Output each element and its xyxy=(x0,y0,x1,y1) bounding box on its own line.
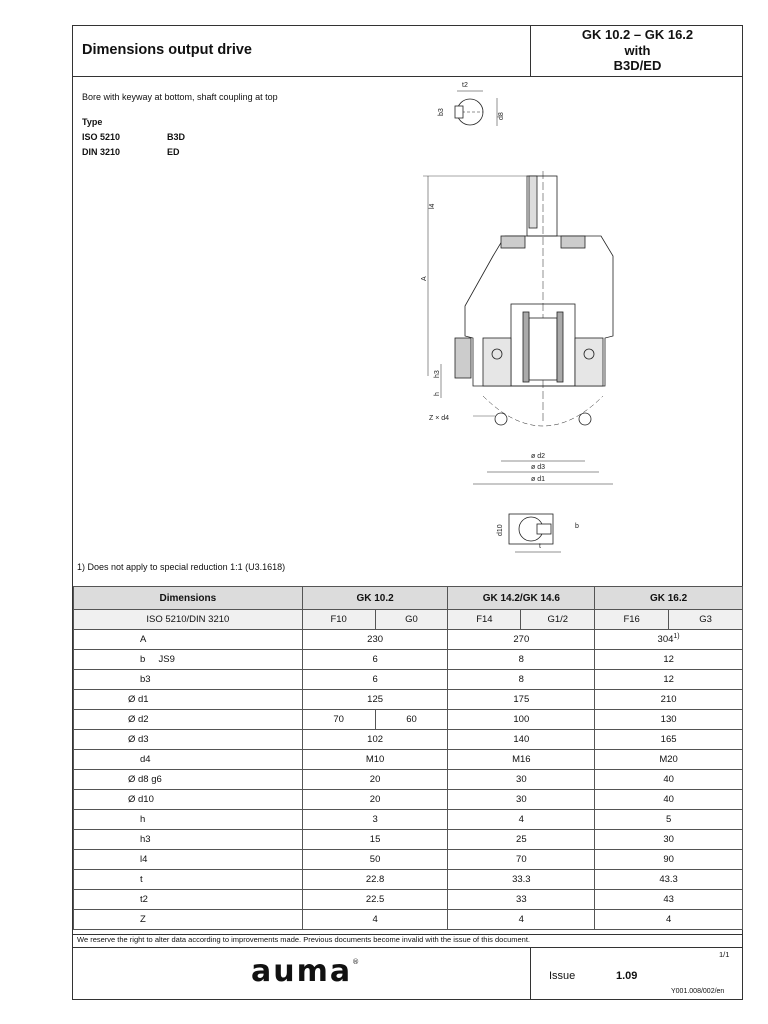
value-cell: 6 xyxy=(302,670,448,690)
table-row xyxy=(74,850,743,870)
value-cell: 90 xyxy=(595,850,743,870)
model-line-3: B3D/ED xyxy=(613,58,662,73)
table-row xyxy=(74,650,743,670)
row-label: d4 xyxy=(74,750,303,770)
iso-value: B3D xyxy=(167,132,186,142)
value-cell: M10 xyxy=(302,750,448,770)
value-cell: 20 xyxy=(302,770,448,790)
l4-label: l4 xyxy=(429,203,436,209)
value-cell: 25 xyxy=(448,830,595,850)
row-label: Ø d1 xyxy=(74,690,303,710)
row-label: Ø d2 xyxy=(74,710,303,730)
page-number: 1/1 xyxy=(719,950,730,959)
row-label: h xyxy=(74,810,303,830)
b3-label: b3 xyxy=(438,108,445,116)
value-cell: 22.8 xyxy=(302,870,448,890)
bore-description: Bore with keyway at bottom, shaft coupling at top xyxy=(82,92,278,102)
row-label: Ø d3 xyxy=(74,730,303,750)
table-row xyxy=(74,830,743,850)
row-label: t2 xyxy=(74,890,303,910)
table-row xyxy=(74,670,743,690)
value-cell: 43 xyxy=(595,890,743,910)
d3-label: ø d3 xyxy=(531,464,546,471)
row-label: b3 xyxy=(74,670,303,690)
row-label: Ø d10 xyxy=(74,790,303,810)
bolt-hole-left xyxy=(495,413,507,425)
value-cell: 43.3 xyxy=(595,870,743,890)
header-gk162: GK 16.2 xyxy=(595,587,743,610)
value-cell: 50 xyxy=(302,850,448,870)
b-label: b xyxy=(575,523,579,530)
value-cell: 33.3 xyxy=(448,870,595,890)
footer-rule xyxy=(73,947,743,948)
issue-value: 1.09 xyxy=(616,970,638,982)
value-cell: 8 xyxy=(448,650,595,670)
table-header-row xyxy=(74,587,743,610)
din-label: DIN 3210 xyxy=(82,147,121,157)
table-row xyxy=(74,870,743,890)
value-cell xyxy=(595,630,743,650)
value-cell: 165 xyxy=(595,730,743,750)
z-d4-label: Z × d4 xyxy=(429,415,450,422)
value-cell: 70 xyxy=(302,710,375,730)
value-cell: 60 xyxy=(375,710,448,730)
value-cell: 40 xyxy=(595,790,743,810)
value-cell: 4 xyxy=(595,910,743,930)
table-body xyxy=(74,630,743,930)
row-label: l4 xyxy=(74,850,303,870)
value-cell: 230 xyxy=(302,630,448,650)
value-cell: 22.5 xyxy=(302,890,448,910)
dimensions-table xyxy=(73,586,743,930)
auma-logo xyxy=(251,954,361,989)
value-cell: 4 xyxy=(302,910,448,930)
footnote-ref: 1) xyxy=(673,633,680,641)
row-label: Z xyxy=(74,910,303,930)
legal-notice: We reserve the right to alter data according to improvements made. Previous documents become invalid with the issue of this document. xyxy=(77,935,531,944)
d8-label: d8 xyxy=(498,112,505,120)
table-row xyxy=(74,770,743,790)
bolt-hole-right xyxy=(579,413,591,425)
value-cell: 4 xyxy=(448,910,595,930)
table-row xyxy=(74,690,743,710)
value-cell: 30 xyxy=(595,830,743,850)
value-cell: 3 xyxy=(302,810,448,830)
value-cell: 5 xyxy=(595,810,743,830)
value-cell: 210 xyxy=(595,690,743,710)
h3-label: h3 xyxy=(434,370,441,378)
header-gk102: GK 10.2 xyxy=(302,587,448,610)
table-row xyxy=(74,810,743,830)
technical-drawing xyxy=(333,76,579,556)
value-cell: 175 xyxy=(448,690,595,710)
model-line-1: GK 10.2 – GK 16.2 xyxy=(581,27,694,42)
standard-label: ISO 5210/DIN 3210 xyxy=(74,610,303,630)
t2-label: t2 xyxy=(462,82,468,89)
row-label: Ø d8 g6 xyxy=(74,770,303,790)
row-label: b JS9 xyxy=(74,650,303,670)
flange-cell: F14 xyxy=(448,610,521,630)
value-cell: 30 xyxy=(448,790,595,810)
model-title xyxy=(531,26,744,77)
footer-divider xyxy=(530,947,531,1000)
flange-cell: G1/2 xyxy=(521,610,595,630)
document-code: Y001.008/002/en xyxy=(671,988,725,995)
registered-mark: ® xyxy=(352,958,362,966)
type-label: Type xyxy=(82,117,103,127)
value-text: 304 xyxy=(657,634,674,646)
value-cell: 102 xyxy=(302,730,448,750)
t-label: t xyxy=(539,543,541,550)
value-cell: 140 xyxy=(448,730,595,750)
h-label: h xyxy=(434,392,441,396)
footnote: 1) Does not apply to special reduction 1:1 (U3.1618) xyxy=(77,562,286,572)
value-cell: 130 xyxy=(595,710,743,730)
page-title: Dimensions output drive xyxy=(82,42,252,58)
d1-label: ø d1 xyxy=(531,476,546,483)
table-row xyxy=(74,630,743,650)
value-cell: 12 xyxy=(595,650,743,670)
row-label: t xyxy=(74,870,303,890)
header-dimensions: Dimensions xyxy=(74,587,303,610)
value-cell: 8 xyxy=(448,670,595,690)
din-value: ED xyxy=(167,147,180,157)
value-cell: 70 xyxy=(448,850,595,870)
value-cell: 100 xyxy=(448,710,595,730)
header-gk146: GK 14.2/GK 14.6 xyxy=(448,587,595,610)
value-cell: 33 xyxy=(448,890,595,910)
document-frame xyxy=(72,25,743,1000)
logo-text: auma xyxy=(251,954,353,989)
table-row xyxy=(74,790,743,810)
value-cell: 12 xyxy=(595,670,743,690)
model-line-2: with xyxy=(624,42,651,58)
table-row xyxy=(74,710,743,730)
value-cell: M20 xyxy=(595,750,743,770)
flange-cell: G0 xyxy=(375,610,448,630)
table-row xyxy=(74,750,743,770)
table-flange-row xyxy=(74,610,743,630)
d10-label: d10 xyxy=(497,524,504,536)
value-cell: 125 xyxy=(302,690,448,710)
value-cell: 20 xyxy=(302,790,448,810)
flange-cell: G3 xyxy=(669,610,743,630)
A-label: A xyxy=(421,276,428,281)
value-cell: 30 xyxy=(448,770,595,790)
issue-label: Issue xyxy=(549,970,576,982)
value-cell: 270 xyxy=(448,630,595,650)
table-row xyxy=(74,910,743,930)
d2-label: ø d2 xyxy=(531,453,546,460)
value-cell: 6 xyxy=(302,650,448,670)
table-row xyxy=(74,890,743,910)
value-cell: 4 xyxy=(448,810,595,830)
row-label: A xyxy=(74,630,303,650)
flange-cell: F16 xyxy=(595,610,669,630)
value-cell: 15 xyxy=(302,830,448,850)
row-label: h3 xyxy=(74,830,303,850)
table-row xyxy=(74,730,743,750)
iso-label: ISO 5210 xyxy=(82,132,121,142)
value-cell: M16 xyxy=(448,750,595,770)
value-cell: 40 xyxy=(595,770,743,790)
flange-cell: F10 xyxy=(302,610,375,630)
